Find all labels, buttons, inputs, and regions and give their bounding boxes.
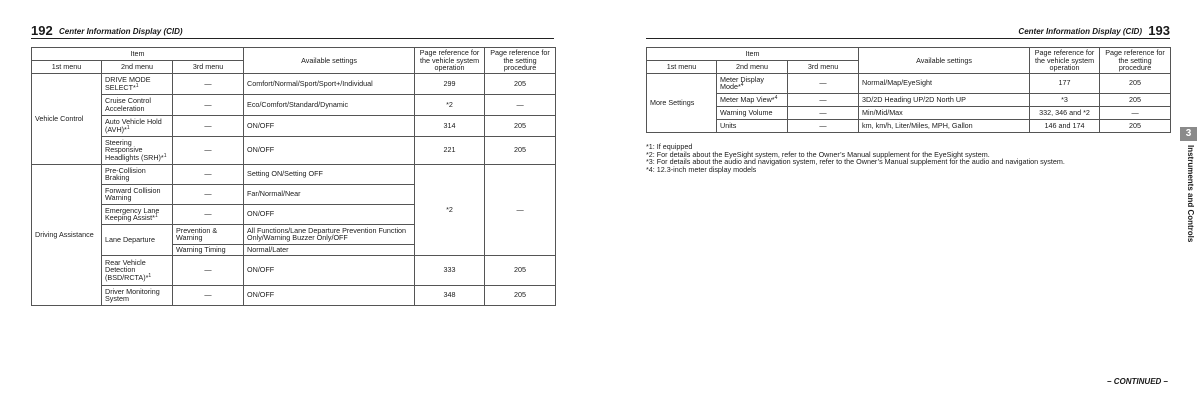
ref1-cell: 332, 346 and *2 bbox=[1030, 106, 1100, 119]
settings-cell: ON/OFF bbox=[244, 285, 415, 305]
menu3-cell: — bbox=[788, 73, 859, 93]
ref1-cell: *2 bbox=[415, 94, 485, 115]
menu1-header: 1st menu bbox=[32, 60, 102, 73]
menu2-header: 2nd menu bbox=[102, 60, 173, 73]
settings-table bbox=[31, 47, 556, 306]
menu2-cell: Driver Monitoring System bbox=[102, 285, 173, 305]
menu3-cell: — bbox=[173, 204, 244, 224]
settings-cell: ON/OFF bbox=[244, 255, 415, 285]
menu2-cell: Warning Volume bbox=[717, 106, 788, 119]
table-row bbox=[647, 119, 1171, 132]
ref2-cell: 205 bbox=[485, 136, 556, 164]
left-page bbox=[0, 0, 590, 402]
menu1-cell: Driving Assistance bbox=[32, 164, 102, 305]
menu2-cell: Emergency Lane Keeping Assist*$^1$ bbox=[102, 204, 173, 224]
settings-header: Available settings bbox=[244, 48, 415, 74]
ref2-cell: 205 bbox=[485, 73, 556, 94]
ref2-cell: 205 bbox=[1100, 119, 1171, 132]
ref2-cell: — bbox=[485, 164, 556, 255]
ref2-cell: 205 bbox=[1100, 73, 1171, 93]
settings-header: Available settings bbox=[859, 48, 1030, 74]
menu2-cell: Cruise Control Acceleration bbox=[102, 94, 173, 115]
table-row bbox=[32, 285, 556, 305]
table-row bbox=[647, 73, 1171, 93]
section-title: Center Information Display (CID) bbox=[1018, 27, 1142, 36]
ref2-cell: — bbox=[1100, 106, 1171, 119]
settings-cell: All Functions/Lane Departure Prevention Function Only/Warning Buzzer Only/OFF bbox=[244, 224, 415, 244]
menu3-cell: — bbox=[173, 255, 244, 285]
menu1-header: 1st menu bbox=[647, 60, 717, 73]
settings-cell: ON/OFF bbox=[244, 204, 415, 224]
ref1-cell: *2 bbox=[415, 164, 485, 255]
table-row bbox=[32, 115, 556, 136]
table-row bbox=[647, 93, 1171, 106]
chapter-tab: 3 bbox=[1180, 127, 1197, 141]
ref-setting-header: Page reference for the setting procedure bbox=[485, 48, 556, 74]
menu3-cell: Warning Timing bbox=[173, 244, 244, 255]
section-title: Center Information Display (CID) bbox=[59, 27, 183, 36]
menu3-header: 3rd menu bbox=[788, 60, 859, 73]
settings-cell: Normal/Later bbox=[244, 244, 415, 255]
settings-cell: 3D/2D Heading UP/2D North UP bbox=[859, 93, 1030, 106]
table-row bbox=[32, 164, 556, 184]
ref2-cell: 205 bbox=[485, 115, 556, 136]
settings-cell: km, km/h, Liter/Miles, MPH, Gallon bbox=[859, 119, 1030, 132]
menu3-cell: — bbox=[173, 164, 244, 184]
ref-setting-header: Page reference for the setting procedure bbox=[1100, 48, 1171, 74]
footnote: *4: 12.3-inch meter display models bbox=[646, 164, 757, 174]
table-row bbox=[647, 106, 1171, 119]
menu3-cell: — bbox=[173, 94, 244, 115]
menu3-header: 3rd menu bbox=[173, 60, 244, 73]
menu3-cell: — bbox=[173, 115, 244, 136]
footnote: *3: For details about the audio and navigation system, refer to the Owner’s Manual supplement for the audio and navigation system. bbox=[646, 157, 1065, 167]
ref2-cell: 205 bbox=[485, 285, 556, 305]
menu2-cell: Meter Map View*$^4$ bbox=[717, 93, 788, 106]
menu1-cell: Vehicle Control bbox=[32, 73, 102, 164]
page-number: 193 bbox=[1148, 23, 1170, 38]
ref1-cell: 177 bbox=[1030, 73, 1100, 93]
settings-cell: Min/Mid/Max bbox=[859, 106, 1030, 119]
footnotes bbox=[646, 143, 1065, 173]
menu2-cell: Steering Responsive Headlights (SRH)*$^1$ bbox=[102, 136, 173, 164]
page-header bbox=[31, 22, 554, 39]
settings-cell: Normal/Map/EyeSight bbox=[859, 73, 1030, 93]
ref2-cell: — bbox=[485, 94, 556, 115]
ref1-cell: 333 bbox=[415, 255, 485, 285]
settings-cell: ON/OFF bbox=[244, 115, 415, 136]
ref-vehicle-header: Page reference for the vehicle system operation bbox=[415, 48, 485, 74]
menu2-cell: Auto Vehicle Hold (AVH)*$^1$ bbox=[102, 115, 173, 136]
menu3-cell: — bbox=[173, 73, 244, 94]
ref1-cell: 314 bbox=[415, 115, 485, 136]
footnote: *1: If equipped bbox=[646, 142, 693, 151]
settings-cell: Far/Normal/Near bbox=[244, 184, 415, 204]
settings-table bbox=[646, 47, 1171, 133]
menu3-cell: — bbox=[788, 93, 859, 106]
page-number: 192 bbox=[31, 23, 53, 38]
item-header: Item bbox=[647, 48, 859, 61]
menu2-header: 2nd menu bbox=[717, 60, 788, 73]
ref-vehicle-header: Page reference for the vehicle system operation bbox=[1030, 48, 1100, 74]
continued-label: – CONTINUED – bbox=[1107, 377, 1168, 386]
table-row bbox=[32, 255, 556, 285]
menu3-cell: — bbox=[788, 106, 859, 119]
ref1-cell: 221 bbox=[415, 136, 485, 164]
menu2-cell: Rear Vehicle Detection (BSD/RCTA)*$^1$ bbox=[102, 255, 173, 285]
settings-cell: ON/OFF bbox=[244, 136, 415, 164]
menu3-cell: — bbox=[173, 285, 244, 305]
item-header: Item bbox=[32, 48, 244, 61]
menu3-cell: Prevention & Warning bbox=[173, 224, 244, 244]
right-page bbox=[610, 0, 1200, 402]
menu2-cell: DRIVE MODE SELECT*$^1$ bbox=[102, 73, 173, 94]
chapter-title: Instruments and Controls bbox=[1186, 145, 1195, 243]
table-row bbox=[32, 73, 556, 94]
settings-cell: Eco/Comfort/Standard/Dynamic bbox=[244, 94, 415, 115]
ref1-cell: 348 bbox=[415, 285, 485, 305]
menu3-cell: — bbox=[788, 119, 859, 132]
menu2-cell: Pre-Collision Braking bbox=[102, 164, 173, 184]
table-row bbox=[32, 136, 556, 164]
menu2-cell: Lane Departure bbox=[102, 224, 173, 255]
ref1-cell: 146 and 174 bbox=[1030, 119, 1100, 132]
ref2-cell: 205 bbox=[485, 255, 556, 285]
settings-cell: Comfort/Normal/Sport/Sport+/Individual bbox=[244, 73, 415, 94]
footnote: *2: For details about the EyeSight system, refer to the Owner’s Manual supplement for the EyeSight system. bbox=[646, 149, 990, 159]
menu1-cell: More Settings bbox=[647, 73, 717, 132]
table-row bbox=[32, 94, 556, 115]
settings-cell: Setting ON/Setting OFF bbox=[244, 164, 415, 184]
menu2-cell: Forward Collision Warning bbox=[102, 184, 173, 204]
ref1-cell: *3 bbox=[1030, 93, 1100, 106]
ref2-cell: 205 bbox=[1100, 93, 1171, 106]
menu3-cell: — bbox=[173, 136, 244, 164]
menu2-cell: Meter Display Mode*$^4$ bbox=[717, 73, 788, 93]
menu2-cell: Units bbox=[717, 119, 788, 132]
menu3-cell: — bbox=[173, 184, 244, 204]
page-header bbox=[646, 22, 1170, 39]
ref1-cell: 299 bbox=[415, 73, 485, 94]
